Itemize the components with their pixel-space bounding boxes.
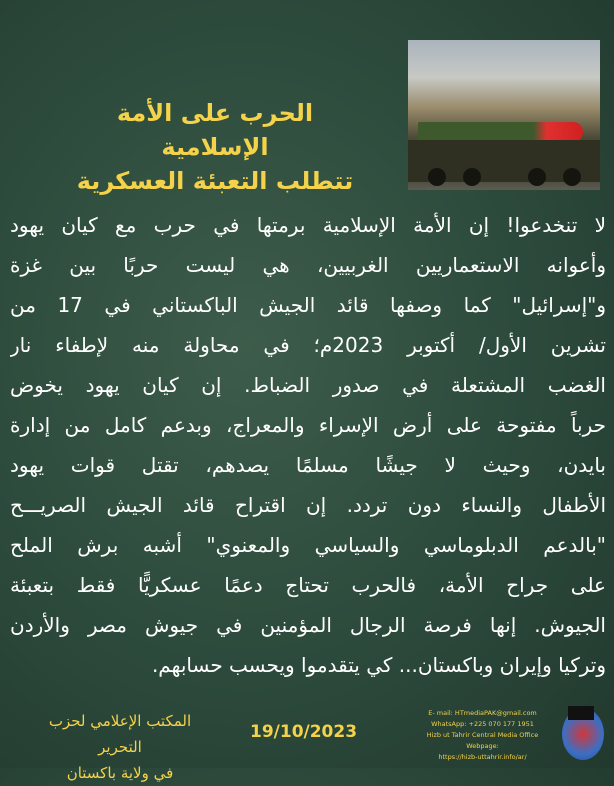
wheel: [428, 168, 446, 186]
webpage-label: Hizb ut Tahrir Central Media Office Webpage:: [426, 731, 539, 750]
whatsapp: WhatsApp: +225 070 177 1951: [431, 720, 534, 728]
article-body: [10, 205, 606, 685]
body-line: وأعوانه الاستعماريين الغربيين، هي ليست حربًا بين غزة: [10, 253, 606, 277]
media-office-name: [40, 708, 200, 786]
email: E- mail: HTmediaPAK@gmail.com: [428, 709, 537, 717]
body-line: الجيوش. إنها فرصة الرجال المؤمنين في جيوش مصر والأردن: [10, 613, 606, 637]
body-line: لا تنخدعوا! إن الأمة الإسلامية برمتها في حرب مع كيان يهود: [10, 213, 606, 237]
org-line-1: المكتب الإعلامي لحزب التحرير: [48, 712, 192, 756]
missile-shape: [418, 122, 583, 142]
body-line: الغضب المشتعلة في صدور الضباط. إن كيان يهود يخوض: [10, 373, 606, 397]
body-line: بايدن، وحيث لا جيشًا مسلمًا يصدهم، تقتل قوات يهود: [10, 453, 606, 477]
missile-parade-photo: [408, 40, 600, 190]
org-line-2: في ولاية باكستان: [66, 764, 174, 782]
body-line: وتركيا وإيران وباكستان... كي يتقدموا ويحسب حسابهم.: [151, 653, 606, 677]
title-line-1: الحرب على الأمة الإسلامية: [116, 99, 314, 161]
page-title: [60, 96, 370, 198]
body-line: الأطفال والنساء دون تردد. إن اقتراح قائد الجيش الصريـــح: [10, 493, 606, 517]
wheel: [563, 168, 581, 186]
title-line-2: تتطلب التعبئة العسكرية: [76, 167, 354, 195]
body-line: تشرين الأول/ أكتوبر 2023م؛ في محاولة منه لإطفاء نار: [10, 333, 606, 357]
wheel: [463, 168, 481, 186]
wheel: [528, 168, 546, 186]
body-line: حرباً مفتوحة على أرض الإسراء والمعراج، وبدعم كامل من إدارة: [10, 413, 606, 437]
flag-icon: [568, 706, 594, 720]
body-line: و"إسرائيل" كما وصفها قائد الجيش الباكستاني في 17 من: [10, 293, 606, 317]
body-line: على جراح الأمة، فالحرب تحتاج دعمًا عسكريًّا فقط بتعبئة: [10, 573, 606, 597]
media-office-logo-icon: [562, 708, 604, 760]
webpage-url: https://hizb-uttahrir.info/ar/: [438, 753, 527, 761]
publish-date: 19/10/2023: [250, 722, 358, 742]
contact-info: [415, 708, 550, 763]
footer: [0, 700, 614, 782]
body-line: "بالدعم الدبلوماسي والسياسي والمعنوي" أشبه برش الملح: [10, 533, 606, 557]
